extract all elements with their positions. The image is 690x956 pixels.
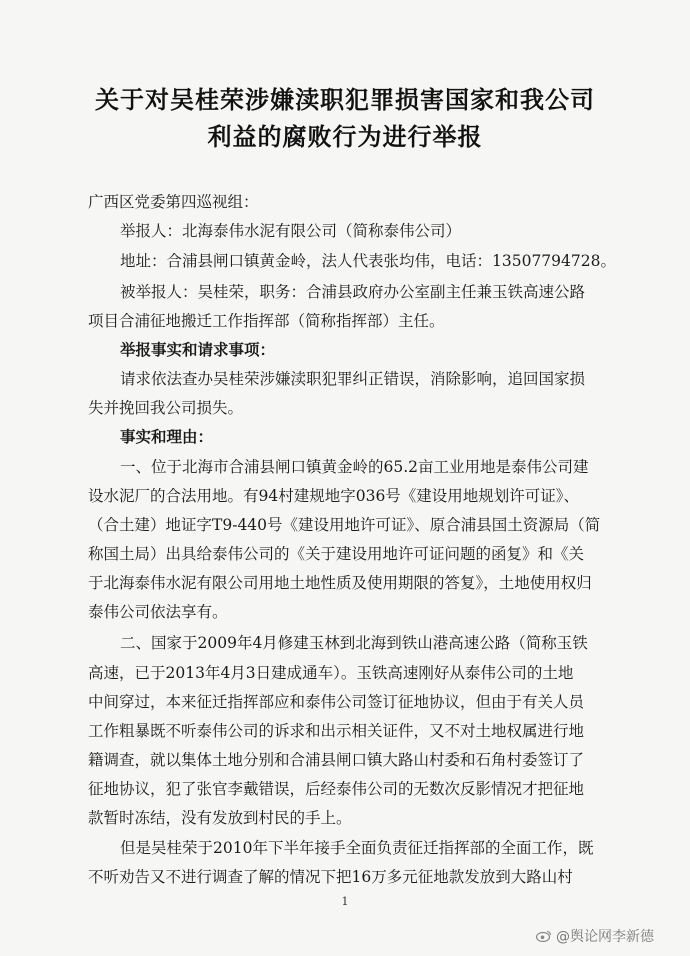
paragraph-3-line: 不听劝告又不进行调查了解的情况下把16万多元征地款发放到大路山村	[88, 868, 573, 886]
document-title-line-1: 关于对吴桂荣涉嫌渎职犯罪损害国家和我公司	[95, 86, 595, 114]
watermark-text: @舆论网李新德	[556, 929, 654, 945]
paragraph-2-line: 中间穿过，本来征迁指挥部应和泰伟公司签订征地协议，但由于有关人员	[88, 693, 585, 711]
request-line-cont: 失并挽回我公司损失。	[88, 399, 244, 417]
paragraph-3-line: 但是吴桂荣于2010年下半年接手全面负责征迁指挥部的全面工作，既	[120, 839, 594, 857]
paragraph-2-line: 款暂时冻结，没有发放到村民的手上。	[88, 809, 352, 827]
paragraph-2-line: 工作粗暴既不听泰伟公司的诉求和出示相关证件，又不对土地权属进行地	[88, 722, 585, 740]
document-title-line-2: 利益的腐败行为进行举报	[207, 123, 483, 151]
page-number: 1	[341, 895, 349, 908]
paragraph-1-line: 设水泥厂的合法用地。有94村建规地字036号《建设用地规划许可证》、	[88, 487, 580, 505]
reporter-line: 举报人：北海泰伟水泥有限公司（简称泰伟公司）	[120, 222, 462, 240]
paragraph-1-line: 一、位于北海市合浦县闸口镇黄金岭的65.2亩工业用地是泰伟公司建	[120, 458, 589, 476]
weibo-icon	[536, 930, 552, 942]
paragraph-1-line: 泰伟公司依法享有。	[88, 603, 228, 621]
paragraph-2-line: 籍调查，就以集体土地分别和合浦县闸口镇大路山村委和石角村委签订了	[88, 751, 585, 769]
addressee: 广西区党委第四巡视组：	[88, 193, 259, 211]
watermark	[536, 926, 654, 946]
reported-person-line: 被举报人：吴桂荣，职务：合浦县政府办公室副主任兼玉铁高速公路	[120, 283, 586, 301]
paragraph-2-line: 征地协议，犯了张官李戴错误，后经泰伟公司的无数次反影情况才把征地	[88, 780, 585, 798]
paragraph-1-line: （合土建）地证字T9-440号《建设用地许可证》、原合浦县国土资源局（简	[88, 516, 601, 534]
paragraph-1-line: 于北海泰伟水泥有限公司用地土地性质及使用期限的答复》，土地使用权归	[88, 574, 592, 592]
address-line: 地址：合浦县闸口镇黄金岭，法人代表张均伟，电话：13507794728。	[120, 252, 616, 270]
section-heading-facts: 事实和理由：	[120, 428, 214, 446]
paragraph-2-line: 二、国家于2009年4月修建玉林到北海到铁山港高速公路（简称玉铁	[120, 634, 588, 652]
paragraph-1-line: 称国土局）出具给泰伟公司的《关于建设用地许可证问题的函复》和《关	[88, 545, 585, 563]
reported-person-line-cont: 项目合浦征地搬迁工作指挥部（简称指挥部）主任。	[88, 312, 445, 330]
request-line: 请求依法查办吴桂荣涉嫌渎职犯罪纠正错误，消除影响，追回国家损	[120, 370, 586, 388]
section-heading-requests: 举报事实和请求事项：	[120, 341, 276, 359]
paragraph-2-line: 高速，已于2013年4月3日建成通车）。玉铁高速刚好从泰伟公司的土地	[88, 664, 574, 682]
